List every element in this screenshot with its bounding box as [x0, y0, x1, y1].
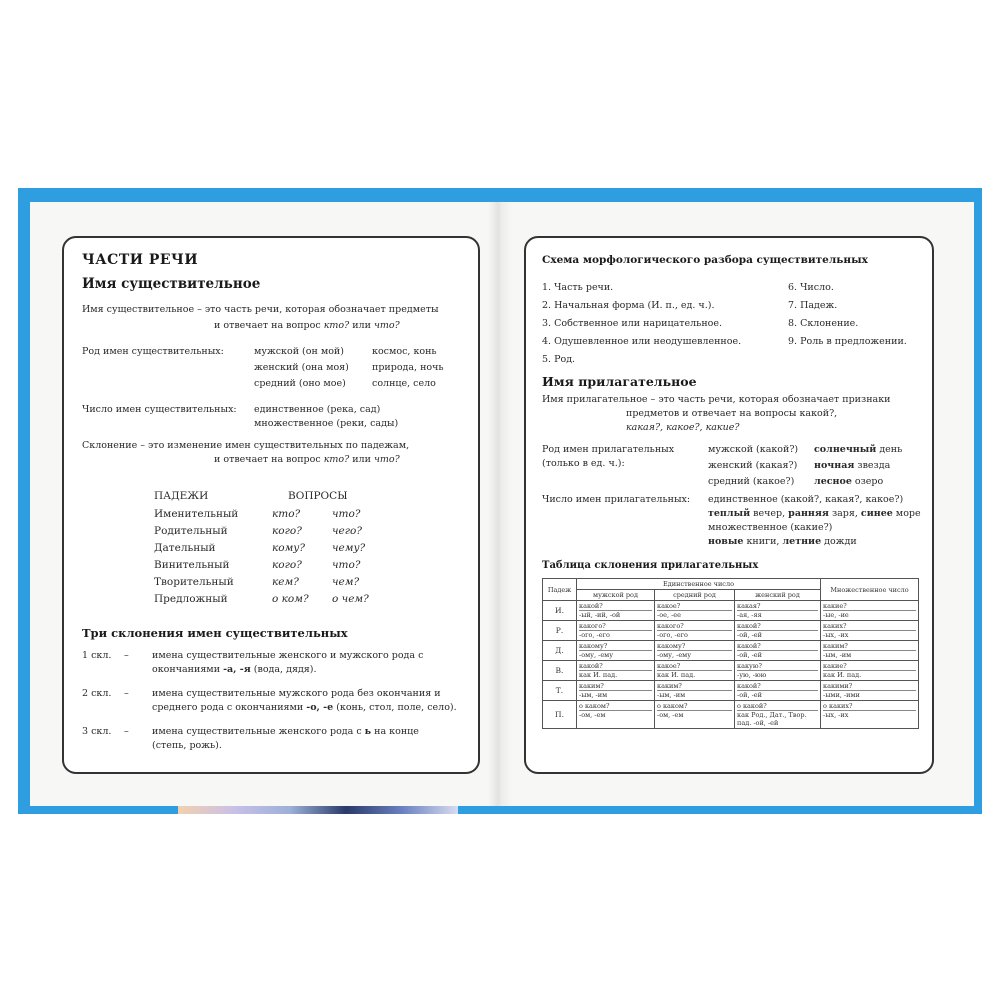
table-cell: какой? -ой, -ей — [735, 641, 821, 661]
declension-text-line1: имена существительные женского рода с ь на конце — [152, 726, 419, 737]
case-name: Именительный — [154, 508, 239, 520]
gender-row: средний (оно мое) — [254, 378, 346, 389]
declension-text-line2: (степь, рожь). — [152, 740, 222, 751]
case-question: о ком? — [272, 593, 309, 605]
cases-header: ПАДЕЖИ — [154, 490, 209, 502]
case-question: чем? — [332, 576, 360, 588]
adjective-definition-line3: какая?, какое?, какие? — [626, 422, 740, 433]
scheme-item: 9. Роль в предложении. — [788, 336, 907, 347]
noun-number-label: Число имен существительных: — [82, 404, 237, 415]
notebook-gutter — [488, 202, 512, 806]
dash: – — [124, 688, 129, 699]
case-cell: Т. — [543, 681, 577, 701]
declension-text-line1: имена существительные мужского рода без окончания и — [152, 688, 441, 699]
table-cell: о каком? -ом, -ем — [577, 701, 655, 729]
table-cell: о каких? -ых, -их — [821, 701, 919, 729]
case-cell: В. — [543, 661, 577, 681]
table-cell: какого? -ого, -его — [655, 621, 735, 641]
table-cell: какие? как И. пад. — [821, 661, 919, 681]
scheme-title: Схема морфологического разбора существительных — [542, 254, 868, 266]
adjective-definition-line1: Имя прилагательное – это часть речи, которая обозначает признаки — [542, 394, 891, 405]
case-question: что? — [332, 559, 361, 571]
adjective-gender-row: средний (какое?) — [708, 476, 795, 487]
table-cell: каким? -ым, -им — [655, 681, 735, 701]
table-row — [543, 661, 919, 681]
table-header-plural: Множественное число — [821, 579, 919, 601]
table-cell: какой? как И. пад. — [577, 661, 655, 681]
table-cell: какими? -ыми, -ими — [821, 681, 919, 701]
table-cell: какого? -ого, -его — [577, 621, 655, 641]
case-question: что? — [332, 508, 361, 520]
adjective-gender-row: женский (какая?) — [708, 460, 798, 471]
table-cell: каких? -ых, -их — [821, 621, 919, 641]
table-header-neuter: средний род — [655, 590, 735, 601]
right-page-panel — [524, 236, 934, 774]
dash: – — [124, 726, 129, 737]
table-cell: какому? -ому, -ему — [655, 641, 735, 661]
table-row — [543, 701, 919, 729]
case-cell: И. — [543, 601, 577, 621]
case-cell: Д. — [543, 641, 577, 661]
adjective-number-label: Число имен прилагательных: — [542, 494, 691, 505]
table-header-singular: Единственное число — [577, 579, 821, 590]
case-cell: Р. — [543, 621, 577, 641]
case-name: Винительный — [154, 559, 230, 571]
noun-definition-line2: и отвечает на вопрос кто? или что? — [214, 320, 400, 331]
case-name: Дательный — [154, 542, 216, 554]
adjective-gender-example: солнечный день — [814, 444, 903, 455]
number-row: множественное (реки, сады) — [254, 418, 399, 429]
adjective-gender-label: (только в ед. ч.): — [542, 458, 625, 469]
declension-table-title: Таблица склонения прилагательных — [542, 560, 759, 571]
section-title-adjective: Имя прилагательное — [542, 374, 697, 389]
table-header-masculine: мужской род — [577, 590, 655, 601]
scheme-item: 1. Часть речи. — [542, 282, 614, 293]
dash: – — [124, 650, 129, 661]
scheme-item: 3. Собственное или нарицательное. — [542, 318, 723, 329]
case-name: Родительный — [154, 525, 228, 537]
questions-header: ВОПРОСЫ — [288, 490, 348, 502]
scheme-item: 5. Род. — [542, 354, 576, 365]
adjective-declension-table — [542, 578, 919, 729]
noun-definition-line1: Имя существительное – это часть речи, которая обозначает предметы — [82, 304, 439, 315]
declension-text-line2: окончаниями -а, -я (вода, дядя). — [152, 664, 317, 675]
adjective-gender-example: ночная звезда — [814, 460, 891, 471]
table-cell: какому? -ому, -ему — [577, 641, 655, 661]
table-cell: какой? -ый, -ий, -ой — [577, 601, 655, 621]
gender-example: солнце, село — [372, 378, 436, 389]
table-cell: какую? -ую, -юю — [735, 661, 821, 681]
adjective-number-row: множественное (какие?) — [708, 522, 833, 533]
adjective-number-row: единственное (какой?, какая?, какое?) — [708, 494, 904, 505]
table-cell: какой? -ой, -ей — [735, 681, 821, 701]
declension-number: 1 скл. — [82, 650, 112, 661]
case-question: чему? — [332, 542, 366, 554]
case-question: кем? — [272, 576, 299, 588]
table-header-case: Падеж — [543, 579, 577, 601]
table-cell: какие? -ые, -ие — [821, 601, 919, 621]
case-question: чего? — [332, 525, 363, 537]
table-cell: о какой? как Род., Дат., Твор. пад. -ой, -ей — [735, 701, 821, 729]
scheme-item: 8. Склонение. — [788, 318, 859, 329]
section-title-noun: Имя существительное — [82, 276, 261, 292]
declension-text-line1: имена существительные женского и мужского рода с — [152, 650, 424, 661]
declension-definition-line2: и отвечает на вопрос кто? или что? — [214, 454, 400, 465]
table-cell: какой? -ой, -ей — [735, 621, 821, 641]
case-cell: П. — [543, 701, 577, 729]
scheme-item: 7. Падеж. — [788, 300, 838, 311]
case-name: Предложный — [154, 593, 228, 605]
table-header-feminine: женский род — [735, 590, 821, 601]
table-cell: каким? -ым, -им — [821, 641, 919, 661]
table-row — [543, 681, 919, 701]
three-declensions-title: Три склонения имен существительных — [82, 626, 348, 640]
adjective-gender-label: Род имен прилагательных — [542, 444, 675, 455]
case-question: кого? — [272, 559, 302, 571]
table-cell: каким? -ым, -им — [577, 681, 655, 701]
table-cell: о каком? -ом, -ем — [655, 701, 735, 729]
adjective-gender-example: лесное озеро — [814, 476, 884, 487]
case-question: кому? — [272, 542, 306, 554]
table-row — [543, 601, 919, 621]
page-title: ЧАСТИ РЕЧИ — [82, 252, 199, 268]
case-question: кого? — [272, 525, 302, 537]
gender-example: природа, ночь — [372, 362, 444, 373]
scheme-item: 4. Одушевленное или неодушевленное. — [542, 336, 742, 347]
declension-definition-line1: Склонение – это изменение имен существительных по падежам, — [82, 440, 410, 451]
table-cell: какое? как И. пад. — [655, 661, 735, 681]
scheme-item: 2. Начальная форма (И. п., ед. ч.). — [542, 300, 715, 311]
table-cell: какая? -ая, -яя — [735, 601, 821, 621]
gender-example: космос, конь — [372, 346, 437, 357]
gender-row: мужской (он мой) — [254, 346, 344, 357]
declension-number: 2 скл. — [82, 688, 112, 699]
adjective-definition-line2: предметов и отвечает на вопросы какой?, — [626, 408, 838, 419]
left-page-panel — [62, 236, 480, 774]
table-row — [543, 621, 919, 641]
adjective-gender-row: мужской (какой?) — [708, 444, 799, 455]
case-name: Творительный — [154, 576, 234, 588]
case-question: кто? — [272, 508, 301, 520]
adjective-number-example: новые книги, летние дожди — [708, 536, 857, 547]
gender-row: женский (она моя) — [254, 362, 349, 373]
case-question: о чем? — [332, 593, 369, 605]
bookmark-ribbon — [178, 806, 458, 814]
table-cell: какое? -ое, -ее — [655, 601, 735, 621]
table-row — [543, 641, 919, 661]
number-row: единственное (река, сад) — [254, 404, 381, 415]
scheme-item: 6. Число. — [788, 282, 834, 293]
declension-text-line2: среднего рода с окончаниями -о, -е (конь, стол, поле, село). — [152, 702, 457, 713]
declension-number: 3 скл. — [82, 726, 112, 737]
noun-gender-label: Род имен существительных: — [82, 346, 224, 357]
adjective-number-example: теплый вечер, ранняя заря, синее море — [708, 508, 921, 519]
